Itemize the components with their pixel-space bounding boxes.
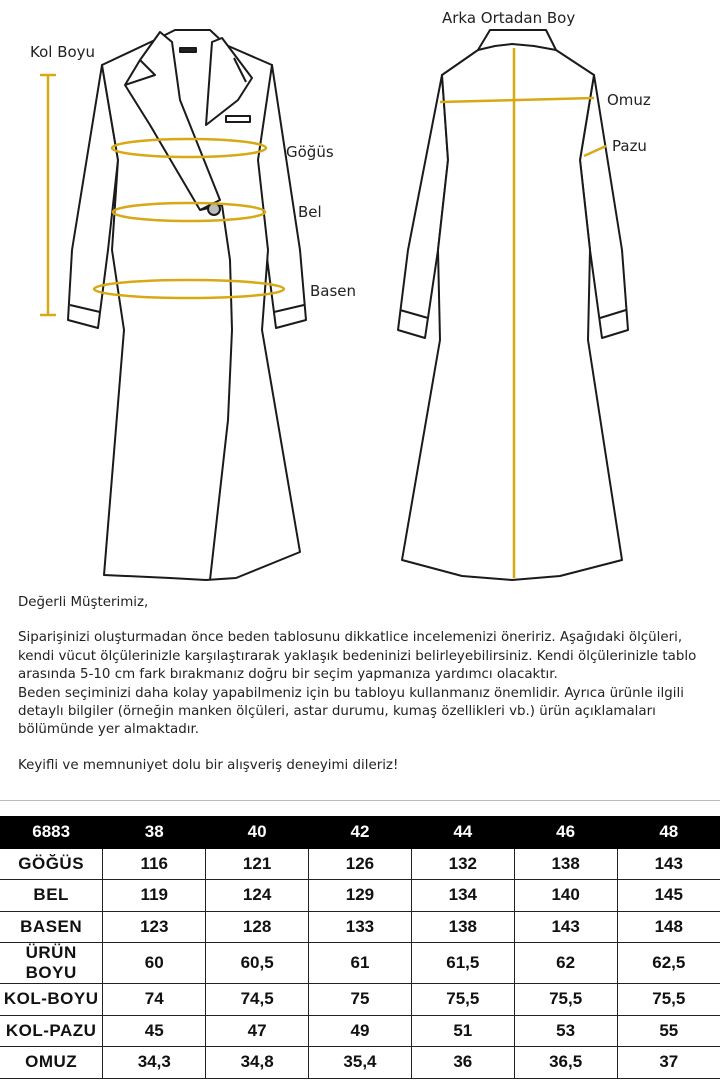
row-label: BASEN xyxy=(0,911,103,943)
table-cell: 74 xyxy=(103,984,206,1016)
table-cell: 145 xyxy=(617,880,720,912)
notice-greeting: Değerli Müşterimiz, xyxy=(18,595,149,610)
front-coat-drawing xyxy=(68,30,306,580)
table-cell: 34,8 xyxy=(206,1047,309,1079)
table-cell: 116 xyxy=(103,848,206,880)
table-cell: 75,5 xyxy=(514,984,617,1016)
header-size: 46 xyxy=(514,817,617,849)
label-omuz: Omuz xyxy=(607,91,651,109)
table-row xyxy=(0,943,720,984)
table-cell: 143 xyxy=(514,911,617,943)
table-cell: 36 xyxy=(411,1047,514,1079)
table-cell: 74,5 xyxy=(206,984,309,1016)
table-cell: 51 xyxy=(411,1015,514,1047)
table-cell: 61 xyxy=(309,943,412,984)
table-cell: 37 xyxy=(617,1047,720,1079)
table-cell: 75,5 xyxy=(411,984,514,1016)
table-cell: 133 xyxy=(309,911,412,943)
table-cell: 53 xyxy=(514,1015,617,1047)
table-cell: 138 xyxy=(514,848,617,880)
header-size: 42 xyxy=(309,817,412,849)
notice-paragraph-1: Siparişinizi oluşturmadan önce beden tablosunu dikkatlice incelemenizi öneririz. Aşağıdaki ölçüleri, kendi vücut ölçülerinizle karşılaştırarak yaklaşık bedeninizi belirleyebilirsiniz. Kendi ölçülerinizle tablo arasında 5-10 cm fark bırakmanız doğru bir seçim yapmanıza yardımcı olacaktır. xyxy=(18,630,697,683)
table-cell: 138 xyxy=(411,911,514,943)
table-row xyxy=(0,848,720,880)
table-cell: 148 xyxy=(617,911,720,943)
divider xyxy=(0,800,720,801)
table-cell: 35,4 xyxy=(309,1047,412,1079)
customer-notice xyxy=(18,594,708,775)
label-kol-boyu: Kol Boyu xyxy=(30,43,96,61)
table-cell: 47 xyxy=(206,1015,309,1047)
table-cell: 134 xyxy=(411,880,514,912)
row-label: BEL xyxy=(0,880,103,912)
row-label: GÖĞÜS xyxy=(0,848,103,880)
table-cell: 126 xyxy=(309,848,412,880)
table-cell: 129 xyxy=(309,880,412,912)
table-cell: 143 xyxy=(617,848,720,880)
table-cell: 62 xyxy=(514,943,617,984)
table-cell: 75 xyxy=(309,984,412,1016)
table-cell: 60,5 xyxy=(206,943,309,984)
table-row xyxy=(0,984,720,1016)
header-size: 40 xyxy=(206,817,309,849)
table-cell: 132 xyxy=(411,848,514,880)
table-row xyxy=(0,1015,720,1047)
table-header-row xyxy=(0,817,720,849)
table-cell: 36,5 xyxy=(514,1047,617,1079)
table-cell: 49 xyxy=(309,1015,412,1047)
table-cell: 45 xyxy=(103,1015,206,1047)
header-model-code: 6883 xyxy=(0,817,103,849)
table-cell: 34,3 xyxy=(103,1047,206,1079)
row-label: KOL-BOYU xyxy=(0,984,103,1016)
table-cell: 128 xyxy=(206,911,309,943)
table-row xyxy=(0,911,720,943)
label-arka-ortadan-boy: Arka Ortadan Boy xyxy=(442,9,576,27)
table-cell: 140 xyxy=(514,880,617,912)
table-cell: 121 xyxy=(206,848,309,880)
table-row xyxy=(0,1047,720,1079)
row-label: ÜRÜN BOYU xyxy=(0,943,103,984)
header-size: 44 xyxy=(411,817,514,849)
label-bel: Bel xyxy=(298,203,322,221)
label-basen: Basen xyxy=(310,282,357,300)
table-cell: 60 xyxy=(103,943,206,984)
table-cell: 61,5 xyxy=(411,943,514,984)
header-size: 38 xyxy=(103,817,206,849)
row-label: KOL-PAZU xyxy=(0,1015,103,1047)
header-size: 48 xyxy=(617,817,720,849)
table-cell: 119 xyxy=(103,880,206,912)
table-cell: 62,5 xyxy=(617,943,720,984)
table-cell: 123 xyxy=(103,911,206,943)
label-pazu: Pazu xyxy=(612,137,647,155)
table-cell: 55 xyxy=(617,1015,720,1047)
label-gogus: Göğüs xyxy=(286,143,334,161)
table-row xyxy=(0,880,720,912)
row-label: OMUZ xyxy=(0,1047,103,1079)
notice-closing: Keyifli ve memnuniyet dolu bir alışveriş deneyimi dileriz! xyxy=(18,757,399,773)
table-cell: 124 xyxy=(206,880,309,912)
notice-paragraph-2: Beden seçiminizi daha kolay yapabilmeniz için bu tabloyu kullanmanız önemlidir. Ayrıca ürünle ilgili detaylı bilgiler (örneğin manken ölçüleri, astar durumu, kumaş özellikleri vb.) ürün açıklamaları bölümünde yer almaktadır. xyxy=(18,685,684,738)
table-cell: 75,5 xyxy=(617,984,720,1016)
size-table xyxy=(0,816,720,1079)
